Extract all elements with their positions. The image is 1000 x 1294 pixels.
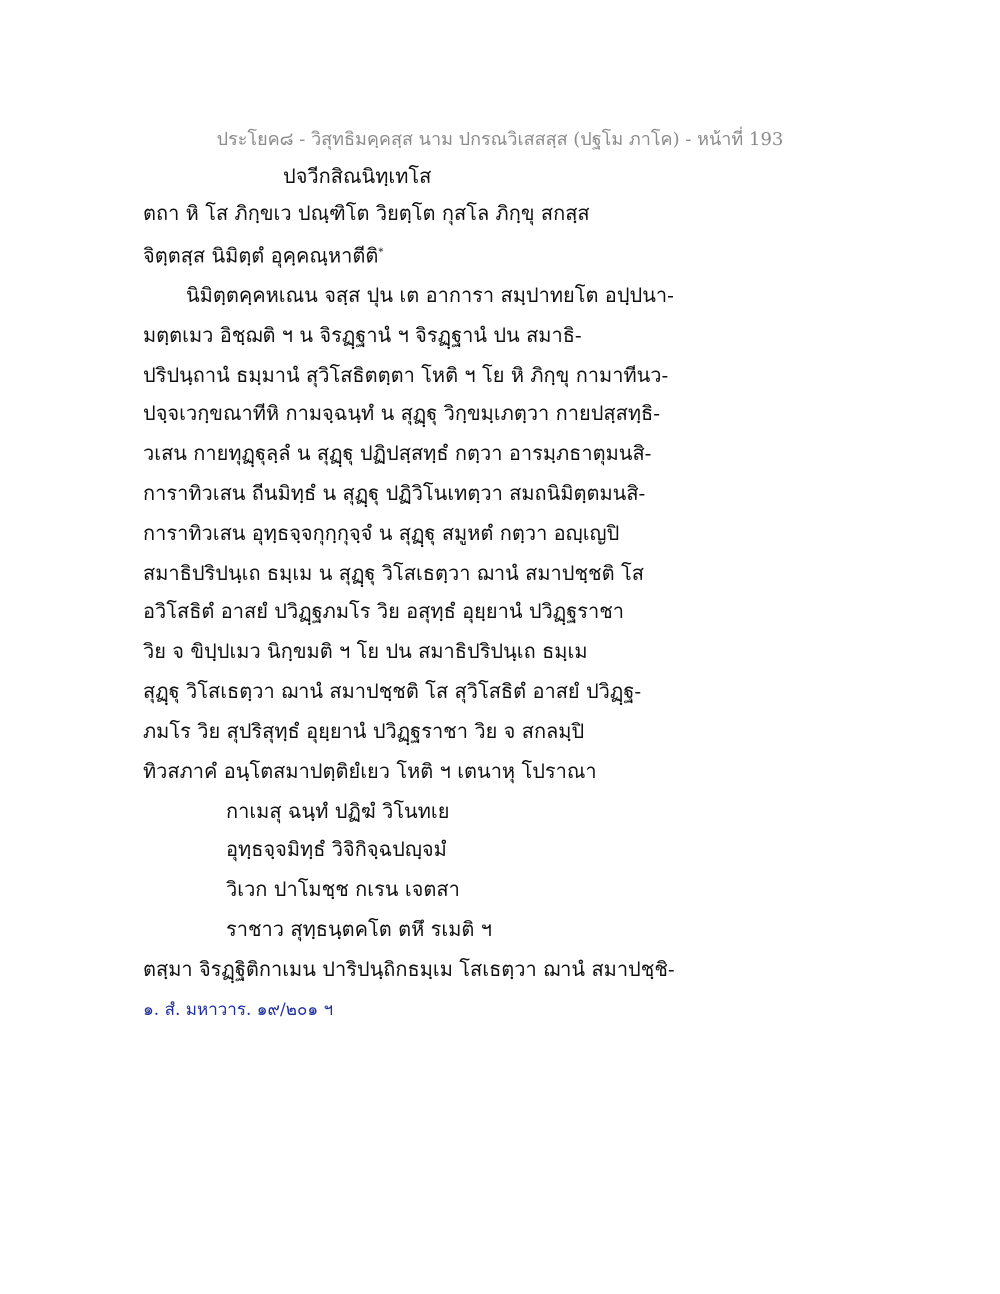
text-line: ปริปนฺถานํ ธมฺมานํ สุวิโสธิตตฺตา โหติ ฯ โย หิ ภิกฺขุ กามาทีนว- <box>143 363 669 387</box>
text-line: ทิวสภาคํ อนฺโตสมาปตฺติยํเยว โหติ ฯ เตนาหุ โปราณา <box>143 759 597 783</box>
verse-line: กาเมสุ ฉนฺทํ ปฏิฆํ วิโนทเย <box>226 799 450 823</box>
text-line-content: จิตฺตสฺส นิมิตฺตํ อุคฺคณฺหาตีติ <box>143 243 379 268</box>
text-line: มตฺตเมว อิชฺฌติ ฯ น จิรฏฺฐานํ ฯ จิรฏฺฐานํ ปน สมาธิ- <box>143 323 582 347</box>
text-line: นิมิตฺตคฺคหเณน จสฺส ปุน เต อาการา สมฺปาทยโต อปฺปนา- <box>186 283 674 307</box>
verse-line: วิเวก ปาโมชฺช กเรน เจตสา <box>226 877 460 901</box>
text-line: การาทิวเสน ถีนมิทฺธํ น สุฏฺฐุ ปฏิวิโนเทตฺวา สมถนิมิตฺตมนสิ- <box>143 481 646 505</box>
text-line: อวิโสธิตํ อาสยํ ปวิฏฺฐภมโร วิย อสุทฺธํ อุยฺยานํ ปวิฏฺฐราชา <box>143 599 625 623</box>
footnote-marker: * <box>378 247 384 258</box>
text-line: สุฏฺฐุ วิโสเธตฺวา ฌานํ สมาปชฺชติ โส สุวิโสธิตํ อาสยํ ปวิฏฺฐ- <box>143 679 642 703</box>
text-line: ตถา หิ โส ภิกฺขเว ปณฺฑิโต วิยตฺโต กุสโล ภิกฺขุ สกสฺส <box>143 201 590 225</box>
text-line <box>143 240 383 269</box>
verse-line: อุทฺธจฺจมิทฺธํ วิจิกิจฺฉปญฺจมํ <box>226 837 447 861</box>
section-title: ปจวีกสิณนิทฺเทโส <box>283 164 432 188</box>
footnote: ๑. สํ. มหาวาร. ๑๙/๒๐๑ ฯ <box>143 1000 334 1020</box>
text-line: การาทิวเสน อุทฺธจฺจกุกฺกุจฺจํ น สุฏฺฐุ สมูหตํ กตฺวา อญฺเญปิ <box>143 521 620 545</box>
text-line: ปจฺจเวกฺขณาทีหิ กามจฺฉนฺทํ น สุฏฺฐุ วิกฺขมฺเภตฺวา กายปสฺสทฺธิ- <box>143 401 660 425</box>
page-header: ประโยค๘ - วิสุทธิมคฺคสฺส นาม ปกรณวิเสสสฺส (ปฐโม ภาโค) - หน้าที่ 193 <box>216 129 784 150</box>
text-line: ตสฺมา จิรฏฺฐิติกาเมน ปาริปนฺถิกธมฺเม โสเธตฺวา ฌานํ สมาปชฺชิ- <box>143 957 675 981</box>
text-line: วเสน กายทุฏฺฐุลฺลํ น สุฏฺฐุ ปฏิปสฺสทฺธํ กตฺวา อารมฺภธาตุมนสิ- <box>143 441 652 465</box>
text-line: ภมโร วิย สุปริสุทฺธํ อุยฺยานํ ปวิฏฺฐราชา วิย จ สกลมฺปิ <box>143 719 585 743</box>
text-line: สมาธิปริปนฺเถ ธมฺเม น สุฏฺฐุ วิโสเธตฺวา ฌานํ สมาปชฺชติ โส <box>143 561 644 585</box>
text-line: วิย จ ขิปฺปเมว นิกฺขมติ ฯ โย ปน สมาธิปริปนฺเถ ธมฺเม <box>143 639 588 663</box>
verse-line: ราชาว สุทฺธนฺตคโต ตหึ รเมติ ฯ <box>226 917 492 941</box>
